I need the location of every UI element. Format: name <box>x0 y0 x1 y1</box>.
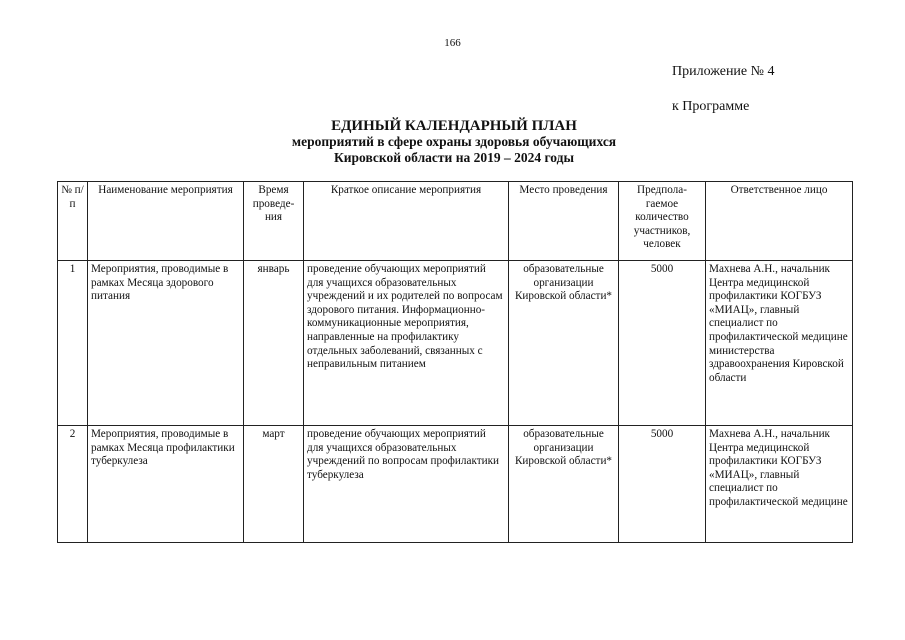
row-event-name: Мероприятия, проводимые в рамках Месяца профилактики туберкулеза <box>88 426 244 543</box>
title-subtitle-2: Кировской области на 2019 – 2024 годы <box>333 150 574 165</box>
header-number: № п/п <box>58 182 88 261</box>
header-event-name: Наименование мероприятия <box>88 182 244 261</box>
row-participant-count: 5000 <box>619 426 706 543</box>
header-place: Место проведения <box>509 182 619 261</box>
row-participant-count: 5000 <box>619 261 706 426</box>
row-number: 1 <box>58 261 88 426</box>
header-participant-count: Предпола-гаемое количество участников, человек <box>619 182 706 261</box>
table-header-row <box>58 182 853 261</box>
row-time: январь <box>244 261 304 426</box>
row-place: образовательные организации Кировской области* <box>509 426 619 543</box>
row-responsible: Махнева А.Н., начальник Центра медицинской профилактики КОГБУЗ «МИАЦ», главный специалист по профилактической медицине <box>706 426 853 543</box>
row-event-name: Мероприятия, проводимые в рамках Месяца здорового питания <box>88 261 244 426</box>
page-number: 166 <box>444 37 461 49</box>
table-row <box>58 426 853 543</box>
row-time: март <box>244 426 304 543</box>
document-title <box>190 118 718 166</box>
calendar-plan-table <box>57 181 853 543</box>
row-description: проведение обучающих мероприятий для учащихся образовательных учреждений и их родителей по вопросам здорового питания. Информационно-коммуникационные мероприятия, направленные на профилактику отдельных заболеваний, связанных с неправильным питанием <box>304 261 509 426</box>
program-reference: к Программе <box>672 99 750 114</box>
row-responsible: Махнева А.Н., начальник Центра медицинской профилактики КОГБУЗ «МИАЦ», главный специалист по профилактической медицине министерства здравоохранения Кировской области <box>706 261 853 426</box>
title-main: ЕДИНЫЙ КАЛЕНДАРНЫЙ ПЛАН <box>331 118 577 134</box>
table-row <box>58 261 853 426</box>
header-time: Время проведе-ния <box>244 182 304 261</box>
header-responsible: Ответственное лицо <box>706 182 853 261</box>
row-description: проведение обучающих мероприятий для учащихся образовательных учреждений по вопросам профилактики туберкулеза <box>304 426 509 543</box>
header-description: Краткое описание мероприятия <box>304 182 509 261</box>
title-subtitle-1: мероприятий в сфере охраны здоровья обучающихся <box>291 134 617 149</box>
row-number: 2 <box>58 426 88 543</box>
appendix-label: Приложение № 4 <box>672 64 775 79</box>
row-place: образовательные организации Кировской области* <box>509 261 619 426</box>
